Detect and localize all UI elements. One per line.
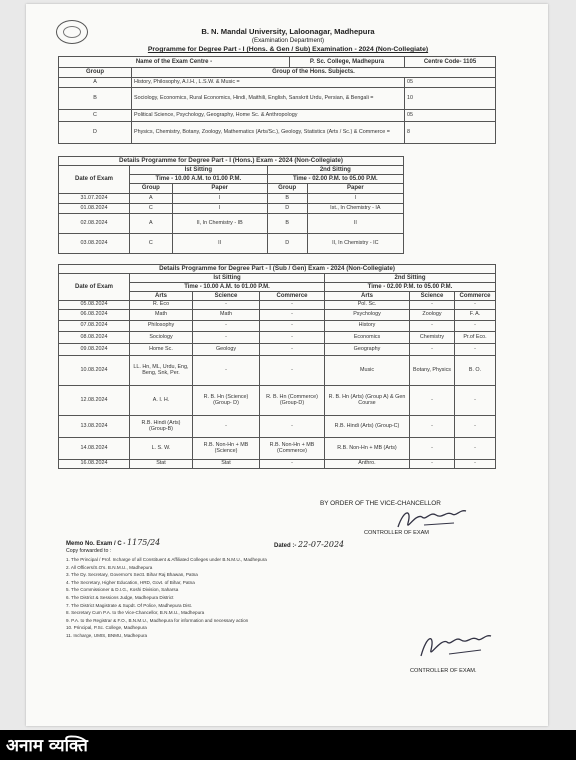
hons-table [58, 156, 404, 254]
table-row: 05.08.2024 R. Eco - - Pol. Sc. - - [59, 301, 496, 310]
copy-list [66, 556, 267, 640]
gen-col-science: Science [410, 292, 455, 301]
table-row: 09.08.2024 Home Sc. Geology - Geography - - [59, 344, 496, 356]
copy-forwarded: Copy forwarded to : [66, 548, 112, 554]
group-row: A History, Philosophy, A.I.H., L.S.W. & Music = 05 [59, 78, 496, 88]
hons-title: Details Programme for Degree Part - I (Hons.) Exam - 2024 (Non-Collegiate) [59, 157, 404, 166]
group-row: C Political Science, Psychology, Geography, Home Sc. & Anthropology 05 [59, 110, 496, 122]
gen-col-science: Science [193, 292, 260, 301]
hons-paper-col: Paper [307, 184, 403, 194]
hons-group-col: Group [130, 184, 173, 194]
table-row: 02.08.2024 A II, In Chemistry - IB B II [59, 214, 404, 234]
list-item: 11. Incharge, UMIS, BNMU, Madhepura [66, 632, 148, 638]
watermark-text: अनाम व्यक्ति [6, 736, 88, 756]
signature-icon [415, 628, 495, 664]
university-name: B. N. Mandal University, Laloonagar, Madhepura [201, 27, 375, 36]
list-item: 10. Principal, P.Sc. College, Madhepura [66, 625, 147, 631]
table-row: 13.08.2024 R.B. Hindi (Arts) (Group-B) - - R.B. Hindi (Arts) (Group-C) - - [59, 416, 496, 438]
controller-label: CONTROLLER OF EXAM [364, 530, 429, 536]
list-item: 2. All Officers/S.O's. B.N.M.U., Madhepura [66, 564, 153, 570]
order-line: BY ORDER OF THE VICE-CHANCELLOR [320, 500, 441, 507]
programme-title: Programme for Degree Part - I (Hons. & Gen / Sub) Examination - 2024 (Non-Collegiate) [147, 46, 429, 53]
table-row: 31.07.2024 A I B I [59, 194, 404, 204]
list-item: 9. P.A. to the Registrar & F.O., B.N.M.U., Madhepura for information and necessary action [66, 617, 249, 623]
memo-date: Dated :- 22-07-2024 [274, 540, 345, 549]
gen-first-time: Time - 10.00 A.M. to 01.00 P.M. [130, 283, 325, 292]
group-table [58, 56, 496, 144]
group-row: B Sociology, Economics, Rural Economics, Hindi, Maithili, English, Sanskrit Urdu, Persian, & Bengali = 10 [59, 88, 496, 110]
centre-label: Name of the Exam Centre - [59, 57, 290, 68]
date-value: 22-07-2024 [298, 540, 345, 549]
list-item: 4. The Secretary, Higher Education, HRD, Govt. of Bihar, Patna [66, 579, 195, 585]
gen-table [58, 264, 496, 469]
table-row: 06.08.2024 Math Math - Psychology Zoology F. A. [59, 310, 496, 321]
hons-first-time: Time - 10.00 A.M. to 01.00 P.M. [130, 175, 268, 184]
list-item: 7. The District Magistrate & Supdt. Of Police, Madhepura Dist. [66, 602, 193, 608]
list-item: 6. The District & Sessions Judge, Madhepura District [66, 594, 174, 600]
centre-name: P. Sc. College, Madhepura [290, 57, 405, 68]
table-row: 07.08.2024 Philosophy - - History - - [59, 321, 496, 332]
list-item: 3. The Dy. Secretary, Governor's Sectt. Bihar Raj Bhawan, Patna [66, 572, 198, 578]
table-row: 01.08.2024 C I D Ist., In Chemistry - IA [59, 204, 404, 214]
hons-first-sitting: Ist Sitting [130, 166, 268, 175]
hons-second-sitting: 2nd Sitting [267, 166, 403, 175]
table-row: 16.08.2024 Stat Stat - Anthro. - - [59, 460, 496, 469]
memo-value: 1175/24 [127, 538, 161, 547]
hons-paper-col: Paper [172, 184, 267, 194]
gen-second-sitting: 2nd Sitting [325, 274, 496, 283]
controller-label: CONTROLLER OF EXAM. [410, 668, 477, 674]
list-item: 1. The Principal / Prof. Incharge of all Constituent & Affiliated Colleges under B.N.M.U., Madhepura [66, 557, 267, 562]
table-row: 12.08.2024 A. I. H. R. B. Hn (Science) (Group- D) R. B. Hn (Commerce) (Group-D) R. B. Hn (Arts) (Group A) & Gen Course - - [59, 386, 496, 416]
centre-code: Centre Code- 1105 [405, 57, 496, 68]
subjects-col-header: Group of the Hons. Subjects. [132, 68, 496, 78]
list-item: 8. Secretary Cum P.A. to the Vice-Chancellor, B.N.M.U., Madhepura [66, 610, 205, 616]
gen-col-arts: Arts [130, 292, 193, 301]
gen-col-commerce: Commerce [455, 292, 496, 301]
department-name: (Examination Department) [251, 37, 325, 44]
table-row: 10.08.2024 LL. Hn, ML, Urdu, Eng, Beng, Snk, Per. - - Music Botany, Physics B. O. [59, 356, 496, 386]
group-col-header: Group [59, 68, 132, 78]
gen-first-sitting: Ist Sitting [130, 274, 325, 283]
hons-second-time: Time - 02.00 P.M. to 05.00 P.M. [267, 175, 403, 184]
gen-second-time: Time - 02.00 P.M. to 05.00 P.M. [325, 283, 496, 292]
table-row: 14.08.2024 L. S. W. R.B. Non-Hn + MB (Science) R.B. Non-Hn + MB (Commerce) R.B. Non-Hn + MB (Arts) - - [59, 438, 496, 460]
gen-title: Details Programme for Degree Part - I (Sub / Gen) Exam - 2024 (Non-Collegiate) [59, 265, 496, 274]
group-row: D Physics, Chemistry, Botany, Zoology, Mathematics (Arts/Sc.), Geology, Statistics (Arts / Sc.) & Commerce = 8 [59, 122, 496, 144]
memo-number: Memo No. Exam / C - 1175/24 [66, 538, 161, 547]
gen-col-commerce: Commerce [260, 292, 325, 301]
hons-date-header: Date of Exam [59, 166, 130, 194]
gen-date-header: Date of Exam [59, 274, 130, 301]
table-row: 03.08.2024 C II D II, In Chemistry - IC [59, 234, 404, 254]
list-item: 5. The Commissioner & D.I.G., Koshi Division, Saharsa [66, 587, 179, 593]
gen-col-arts: Arts [325, 292, 410, 301]
table-row: 08.08.2024 Sociology - - Economics Chemistry Pr.of Eco. [59, 332, 496, 344]
watermark-bar [0, 730, 576, 760]
hons-group-col: Group [267, 184, 307, 194]
